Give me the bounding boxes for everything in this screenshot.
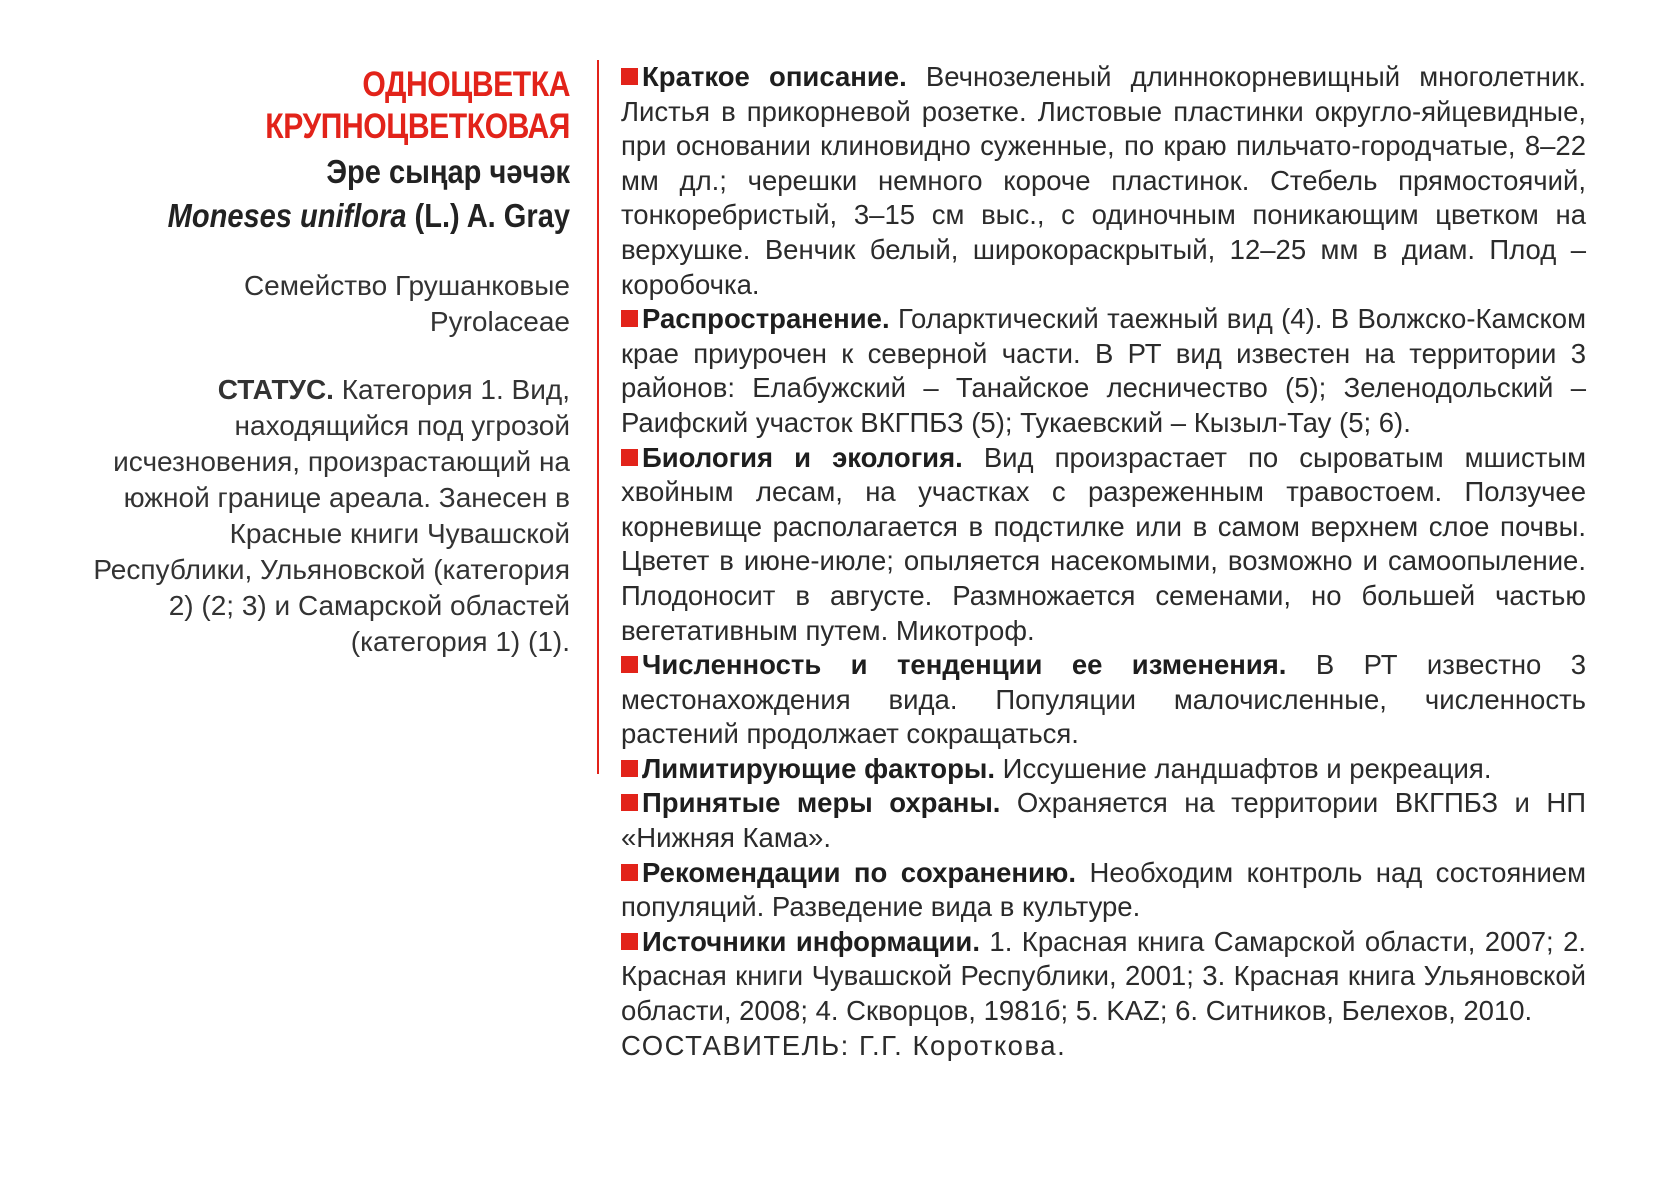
section-heading: Численность и тенденции ее изменения. bbox=[642, 649, 1287, 681]
section-abundance bbox=[621, 648, 1586, 752]
latin-author: (L.) A. Gray bbox=[414, 197, 570, 234]
section-limiting-factors bbox=[621, 752, 1586, 787]
section-heading: Источники информации. bbox=[642, 925, 980, 957]
family-latin: Pyrolaceae bbox=[429, 306, 570, 337]
section-heading: Принятые меры охраны. bbox=[642, 787, 1001, 819]
family-block bbox=[90, 268, 570, 340]
section-heading: Распространение. bbox=[642, 303, 890, 335]
compiler-name: Г.Г. Короткова. bbox=[858, 1029, 1067, 1061]
section-text: Голарктический таежный вид (4). В Волжско-Камском крае приурочен к северной части. В РТ вид известен на территории 3 районов: Елабужский – Танайское лесничество (5); Зеленодольский – Раифский участок ВКГПБЗ (5); Тукаевский – Кызыл-Тау (5; 6). bbox=[621, 303, 1586, 438]
section-text: Иссушение ландшафтов и рекреация. bbox=[1002, 752, 1492, 784]
red-square-bullet-icon bbox=[621, 760, 638, 777]
section-text: 1. Красная книга Самарской области, 2007; 2. Красная книги Чувашской Республики, 2001; 3. Красная книга Ульяновской области, 2008; 4. Скворцов, 1981б; 5. KAZ; 6. Ситников, Белехов, 2010. bbox=[621, 925, 1587, 1027]
tatar-name: Эре сыңар чәчәк bbox=[326, 153, 570, 190]
red-square-bullet-icon bbox=[621, 794, 638, 811]
species-description bbox=[621, 60, 1586, 1063]
latin-name bbox=[148, 194, 570, 238]
compiler-line bbox=[621, 1029, 1586, 1064]
latin-binomial: Moneses uniflora bbox=[167, 197, 407, 234]
section-heading: Лимитирующие факторы. bbox=[642, 752, 996, 784]
section-biology bbox=[621, 441, 1586, 649]
section-sources bbox=[621, 925, 1586, 1029]
section-heading: Краткое описание. bbox=[642, 61, 907, 92]
section-text: Вид произрастает по сыроватым мшистым хвойным лесам, на участках с разреженным травостоем. Ползучее корневище располагается в подстилке или в самом верхнем слое почвы. Цветет в июне-июле; опыляется насекомыми, возможно и самоопыление. Плодоносит в августе. Размножается семенами, но большей частью вегетативным путем. Микотроф. bbox=[621, 441, 1587, 646]
status-block bbox=[90, 372, 570, 660]
compiler-label: СОСТАВИТЕЛЬ: bbox=[621, 1029, 850, 1061]
species-header bbox=[90, 64, 570, 660]
section-recommendations bbox=[621, 856, 1586, 925]
red-square-bullet-icon bbox=[621, 656, 638, 673]
section-distribution bbox=[621, 302, 1586, 440]
section-text: Необходим контроль над состоянием популяций. Разведение вида в культуре. bbox=[621, 856, 1587, 923]
section-text: В РТ известно 3 местонахождения вида. Популяции малочисленные, численность растений продолжает сокращаться. bbox=[621, 649, 1587, 750]
red-square-bullet-icon bbox=[621, 310, 638, 327]
section-description bbox=[621, 60, 1586, 302]
red-square-bullet-icon bbox=[621, 864, 638, 881]
section-heading: Биология и экология. bbox=[642, 441, 963, 473]
section-protection-measures bbox=[621, 786, 1586, 855]
section-heading: Рекомендации по сохранению. bbox=[642, 856, 1077, 888]
column-divider bbox=[597, 60, 599, 774]
species-title-line-2: КРУПНОЦВЕТКОВАЯ bbox=[265, 107, 570, 146]
red-square-bullet-icon bbox=[621, 449, 638, 466]
species-title-line-1: ОДНОЦВЕТКА bbox=[362, 65, 570, 104]
family-russian: Семейство Грушанковые bbox=[243, 270, 570, 301]
section-text: Охраняется на территории ВКГПБЗ и НП «Нижняя Кама». bbox=[621, 787, 1586, 854]
status-label: СТАТУС. bbox=[217, 374, 334, 405]
red-square-bullet-icon bbox=[621, 68, 638, 85]
red-square-bullet-icon bbox=[621, 933, 638, 950]
status-text: Категория 1. Вид, находящийся под угрозой исчезновения, произрастающий на южной границе ареала. Занесен в Красные книги Чувашской Республики, Ульяновской (категория 2) (2; 3) и Самарской областей (категория 1) (1). bbox=[93, 374, 570, 657]
section-text: Вечнозеленый длиннокорневищный многолетник. Листья в прикорневой розетке. Листовые пластинки округло-яйцевидные, при основании клиновидно суженные, по краю пильчато-городчатые, 8–22 мм дл.; черешки немного короче пластинок. Стебель прямостоячий, тонкоребристый, 3–15 см выс., с одиночным поникающим цветком на верхушке. Венчик белый, широкораскрытый, 12–25 мм в диам. Плод – коробочка. bbox=[621, 61, 1587, 300]
